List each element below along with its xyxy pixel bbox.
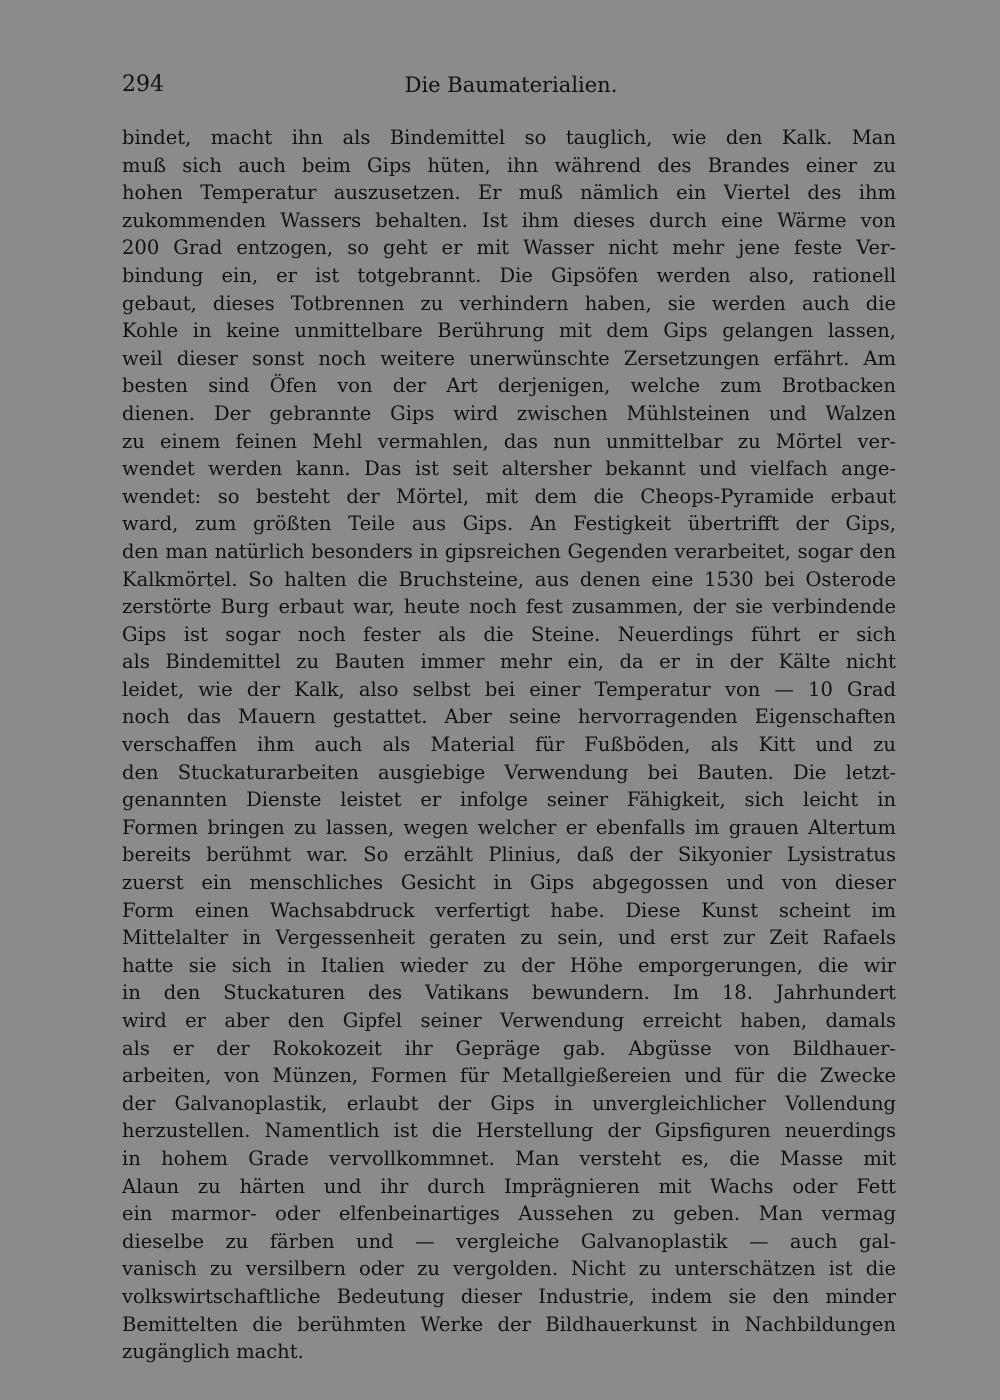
- text-line: volkswirtschaftliche Bedeutung dieser Industrie, indem sie den minder: [122, 1284, 896, 1308]
- text-line: noch das Mauern gestattet. Aber seine hervorragenden Eigenschaften: [122, 705, 896, 729]
- text-line: herzustellen. Namentlich ist die Herstellung der Gipsfiguren neuerdings: [122, 1119, 896, 1143]
- text-line: ein marmor- oder elfenbeinartiges Aussehen zu geben. Man vermag: [122, 1202, 896, 1226]
- text-line: zu einem feinen Mehl vermahlen, das nun unmittelbar zu Mörtel ver-: [122, 429, 896, 453]
- text-line: Formen bringen zu lassen, wegen welcher er ebenfalls im grauen Altertum: [122, 815, 896, 839]
- text-line: als Bindemittel zu Bauten immer mehr ein, da er in der Kälte nicht: [122, 650, 896, 674]
- text-line: genannten Dienste leistet er infolge seiner Fähigkeit, sich leicht in: [122, 788, 896, 812]
- text-line: gebaut, dieses Totbrennen zu verhindern haben, sie werden auch die: [122, 291, 896, 315]
- text-line: wird er aber den Gipfel seiner Verwendung erreicht haben, damals: [122, 1009, 896, 1032]
- text-line: Gips ist sogar noch fester als die Steine. Neuerdings führt er sich: [122, 622, 896, 646]
- text-line: arbeiten, von Münzen, Formen für Metallgießereien und für die Zwecke: [122, 1064, 896, 1088]
- text-line: den man natürlich besonders in gipsreichen Gegenden verarbeitet, sogar den: [122, 539, 896, 563]
- text-line: bindet, macht ihn als Bindemittel so tauglich, wie den Kalk. Man: [122, 126, 896, 149]
- text-line: zerstörte Burg erbaut war, heute noch fest zusammen, der sie verbindende: [122, 595, 896, 619]
- text-line: in hohem Grade vervollkommnet. Man versteht es, die Masse mit: [122, 1146, 896, 1170]
- text-line: verschaffen ihm auch als Material für Fußböden, als Kitt und zu: [122, 733, 896, 757]
- page-header: [122, 70, 900, 104]
- page-number: 294: [122, 72, 164, 97]
- text-line: hohen Temperatur auszusetzen. Er muß nämlich ein Viertel des ihm: [122, 181, 896, 205]
- text-line: Kalkmörtel. So halten die Bruchsteine, aus denen eine 1530 bei Osterode: [122, 567, 896, 591]
- text-line: zukommenden Wassers behalten. Ist ihm dieses durch eine Wärme von: [122, 208, 896, 232]
- text-line: hatte sie sich in Italien wieder zu der Höhe emporgerungen, die wir: [122, 953, 896, 977]
- text-line: Kohle in keine unmittelbare Berührung mit dem Gips gelangen lassen,: [122, 319, 896, 343]
- text-line: bereits berühmt war. So erzählt Plinius, daß der Sikyonier Lysistratus: [122, 843, 896, 867]
- text-line: besten sind Öfen von der Art derjenigen, welche zum Brotbacken: [122, 374, 896, 398]
- text-line: Mittelalter in Vergessenheit geraten zu sein, und erst zur Zeit Rafaels: [122, 926, 896, 950]
- text-line: wendet werden kann. Das ist seit altersher bekannt und vielfach ange-: [122, 457, 896, 481]
- text-line: zugänglich macht.: [122, 1340, 304, 1364]
- text-line: Form einen Wachsabdruck verfertigt habe. Diese Kunst scheint im: [122, 898, 896, 922]
- body-text: [122, 124, 896, 1366]
- text-line: dieselbe zu färben und — vergleiche Galvanoplastik — auch gal-: [122, 1229, 896, 1253]
- text-line: Alaun zu härten und ihr durch Imprägnieren mit Wachs oder Fett: [122, 1174, 896, 1198]
- text-line: leidet, wie der Kalk, also selbst bei einer Temperatur von — 10 Grad: [122, 677, 896, 701]
- text-line: ward, zum größten Teile aus Gips. An Festigkeit übertrifft der Gips,: [122, 512, 896, 536]
- text-line: in den Stuckaturen des Vatikans bewundern. Im 18. Jahrhundert: [122, 981, 896, 1005]
- text-line: zuerst ein menschliches Gesicht in Gips abgegossen und von dieser: [122, 871, 896, 895]
- text-line: dienen. Der gebrannte Gips wird zwischen Mühlsteinen und Walzen: [122, 401, 896, 425]
- text-line: muß sich auch beim Gips hüten, ihn während des Brandes einer zu: [122, 153, 896, 177]
- text-line: der Galvanoplastik, erlaubt der Gips in unvergleichlicher Vollendung: [122, 1091, 896, 1115]
- text-line: den Stuckaturarbeiten ausgiebige Verwendung bei Bauten. Die letzt-: [122, 760, 896, 784]
- text-line: bindung ein, er ist totgebrannt. Die Gipsöfen werden also, rationell: [122, 263, 896, 287]
- text-line: als er der Rokokozeit ihr Gepräge gab. Abgüsse von Bildhauer-: [122, 1036, 896, 1060]
- text-line: Bemittelten die berühmten Werke der Bildhauerkunst in Nachbildungen: [122, 1312, 896, 1336]
- text-line: weil dieser sonst noch weitere unerwünschte Zersetzungen erfährt. Am: [122, 346, 896, 370]
- running-title: Die Baumaterialien.: [404, 73, 618, 97]
- text-line: wendet: so besteht der Mörtel, mit dem die Cheops-Pyramide erbaut: [122, 484, 896, 508]
- text-line: 200 Grad entzogen, so geht er mit Wasser nicht mehr jene feste Ver-: [122, 236, 896, 260]
- text-line: vanisch zu versilbern oder zu vergolden. Nicht zu unterschätzen ist die: [122, 1257, 896, 1281]
